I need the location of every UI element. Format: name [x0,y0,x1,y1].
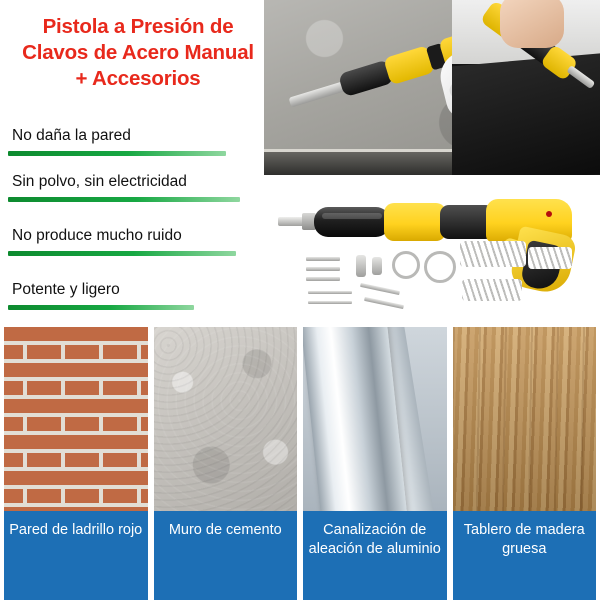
feature-underline [8,151,226,156]
photo-dark-scene [452,0,600,175]
accessory-pin [308,291,352,294]
accessory-pin [308,301,352,304]
surface-card [154,327,298,600]
feature-underline [8,305,194,310]
accessory-spring [528,247,572,269]
surface-card [453,327,597,600]
feature-underline [8,251,236,256]
feature-item [8,172,258,202]
feature-label: No produce mucho ruido [12,227,182,244]
photo-product-scene [264,175,600,325]
surface-card-caption: Muro de cemento [154,511,298,600]
surface-card-caption: Pared de ladrillo rojo [4,511,148,600]
surface-card [303,327,447,600]
surface-card-caption: Tablero de madera gruesa [453,511,597,600]
gun-body-yellow-front [384,203,446,241]
wood-board-image [453,327,597,511]
surface-card-caption: Canalización de aleación de aluminio [303,511,447,600]
aluminium-channel-image [303,327,447,511]
feature-label: No daña la pared [12,127,131,144]
feature-item [8,126,258,156]
page-title: Pistola a Presión de Clavos de Acero Manual + Accesorios [22,15,254,90]
accessory-rod [364,297,404,309]
red-brick-texture-offset [4,327,148,511]
feature-item [8,280,258,310]
gun-barrel-tip [278,217,304,226]
wood-grain-texture [453,327,597,511]
accessory-nail [306,267,340,271]
accessory-spring [462,279,522,301]
accessory-sleeve [372,257,382,275]
accessory-washer [392,251,420,279]
feature-label: Sin polvo, sin electricidad [12,173,187,190]
accessory-nail [306,277,340,281]
gun-front-grip [314,207,390,237]
feature-underline [8,197,240,202]
accessory-washer [424,251,456,283]
accessory-sleeve [356,255,366,277]
red-indicator-dot [546,211,552,217]
cement-wall-image [154,327,298,511]
accessory-nail [306,257,340,261]
text-column [0,0,264,325]
brick-wall-image [4,327,148,511]
bare-hand [500,0,564,48]
accessory-spring [460,241,526,267]
feature-item [8,226,258,256]
cement-texture [154,327,298,511]
accessory-rod [360,283,400,295]
feature-label: Potente y ligero [12,281,120,298]
surface-cards [0,327,600,600]
surface-card [4,327,148,600]
